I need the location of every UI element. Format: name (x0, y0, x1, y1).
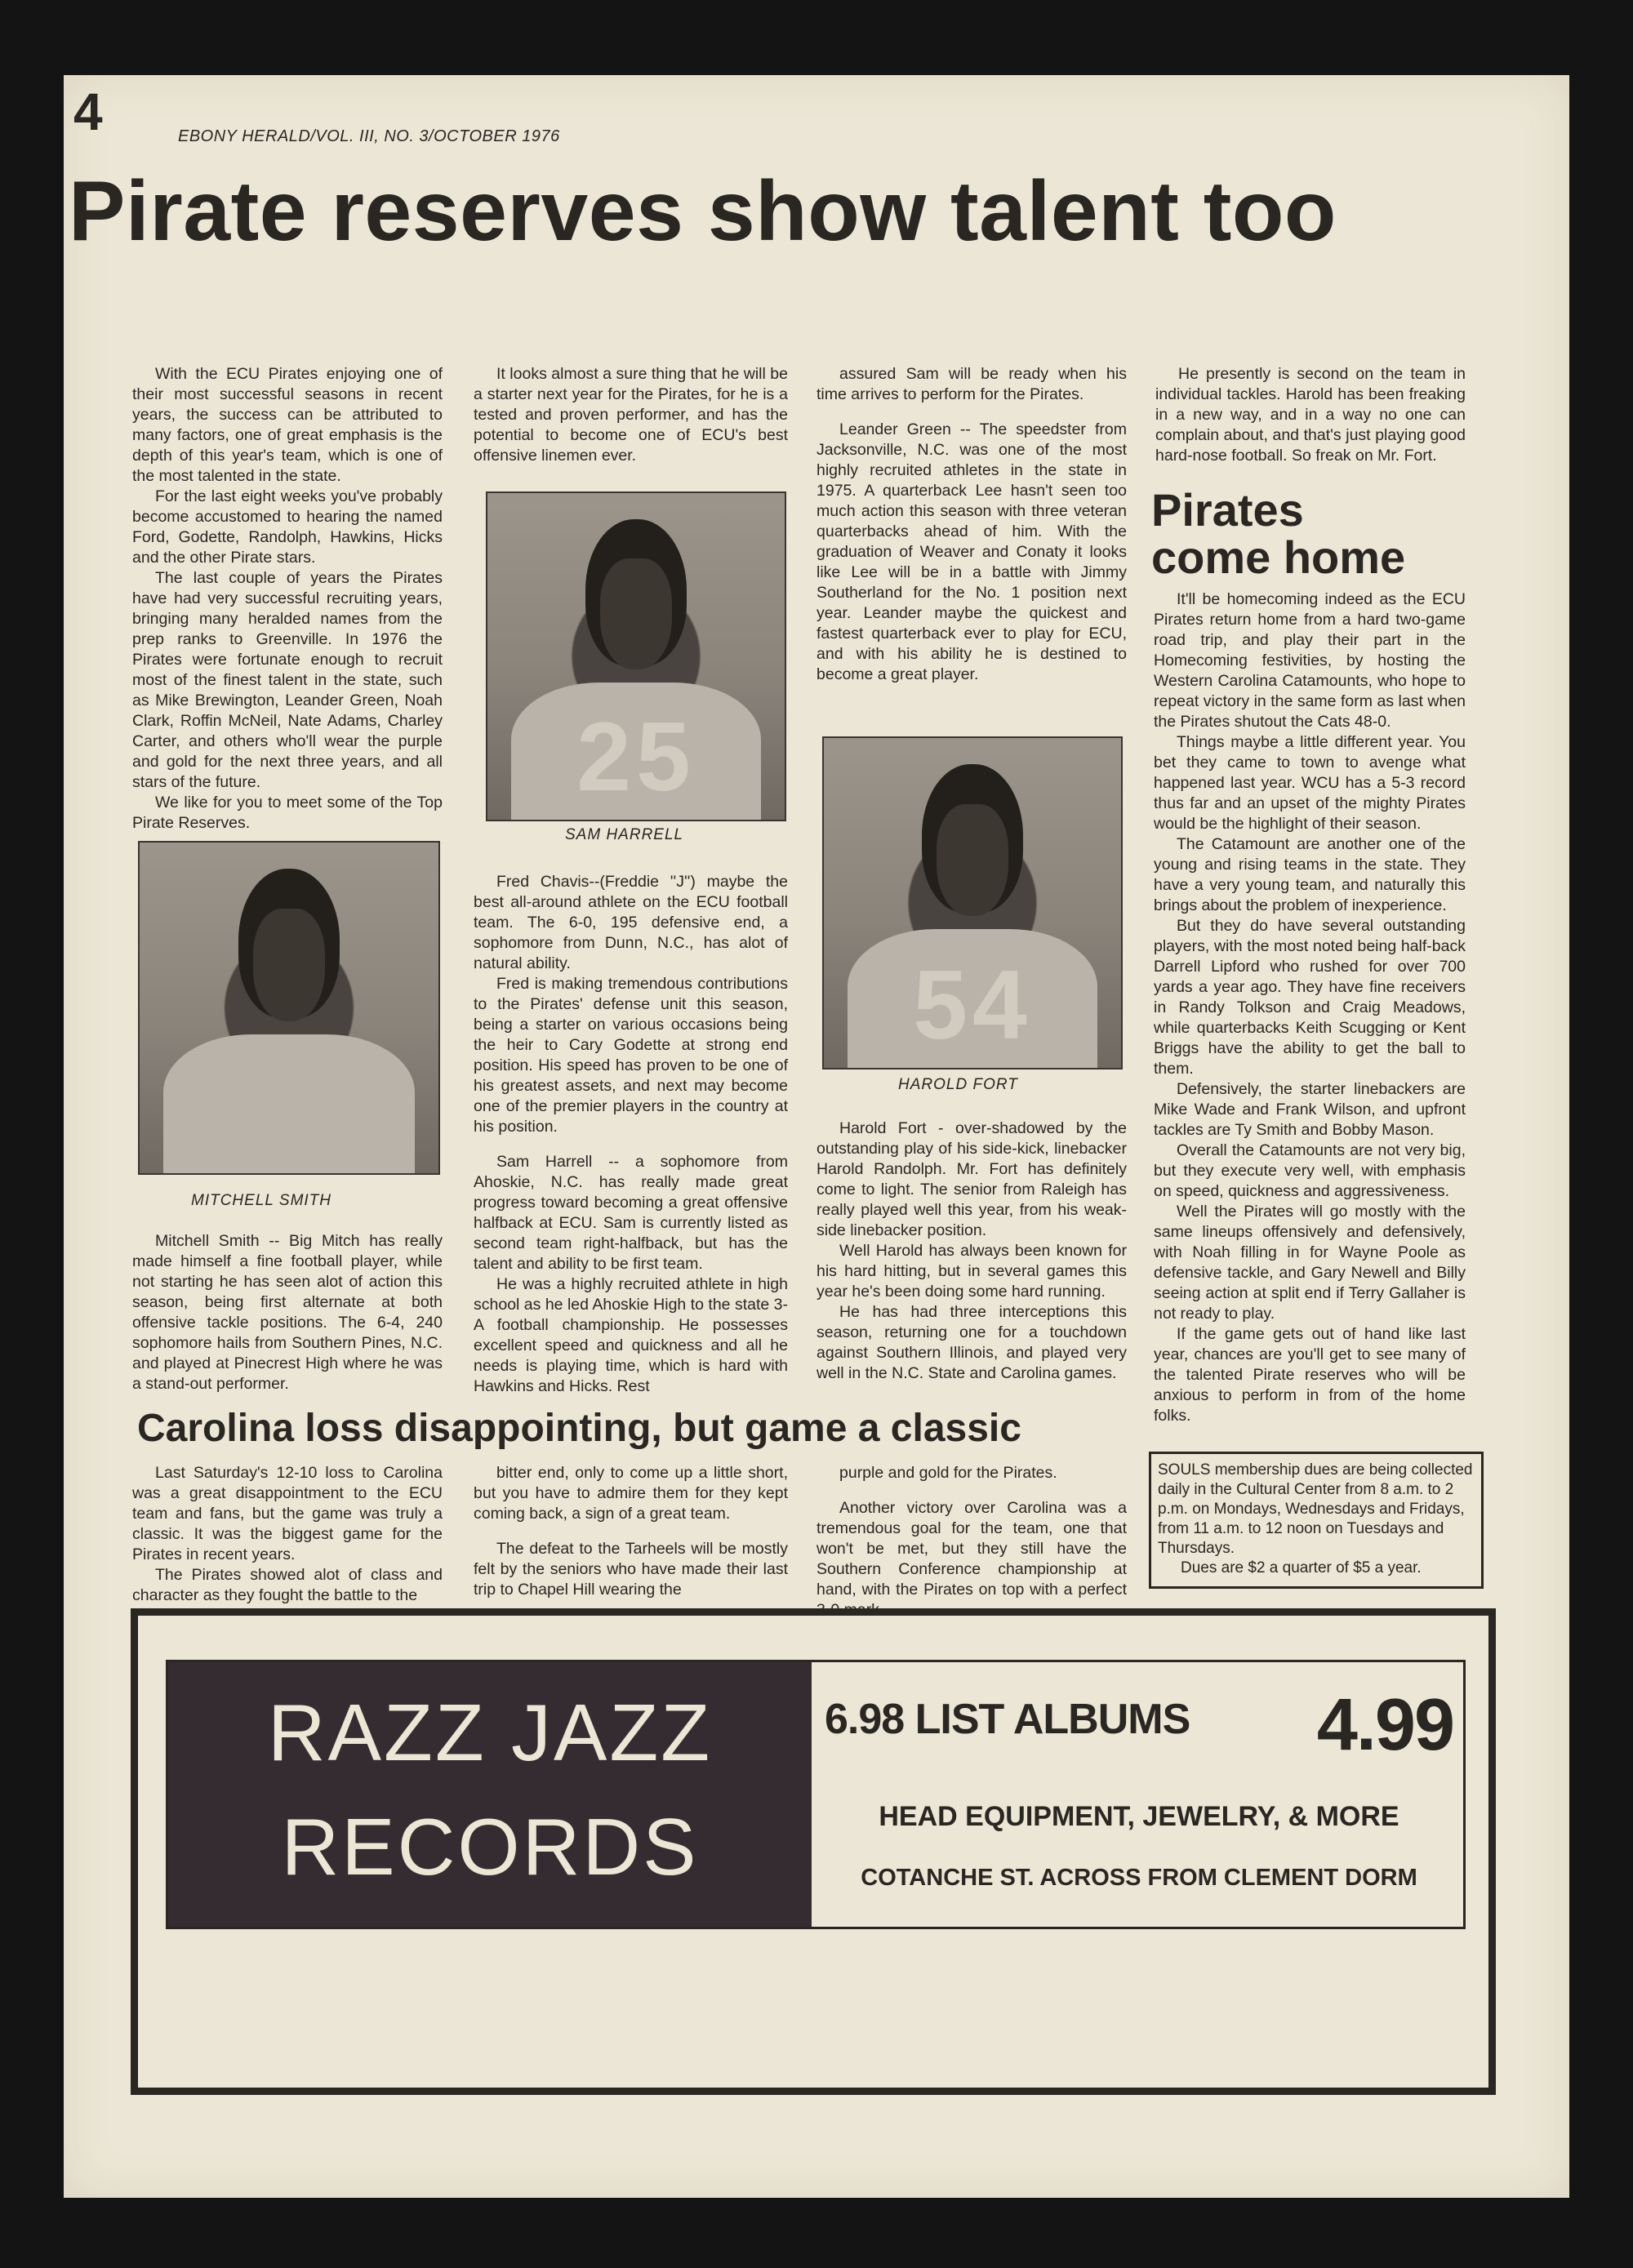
souls-notice (1149, 1452, 1484, 1589)
ad-store-name-line2: RECORDS (281, 1802, 699, 1892)
paragraph: The defeat to the Tarheels will be mostly felt by the seniors who have made their last trip to Chapel Hill wearing the (474, 1540, 788, 1599)
homecoming-article (1154, 589, 1466, 1426)
paragraph: Things maybe a little different year. You bet they came to town to avenge what happened last year. WCU has a 5-3 record thus far and an upset of the mighty Pirates would be the highlight of their season. (1154, 733, 1466, 833)
paragraph: purple and gold for the Pirates. (839, 1464, 1057, 1482)
homecoming-headline (1151, 484, 1406, 583)
article-column-1-bottom (132, 1231, 443, 1394)
paragraph: He was a highly recruited athlete in high school as he led Ahoskie High to the state 3-A football championship. He possesses excellent speed and quickness and all he needs is playing time, which is hard with Hawkins and Hicks. Rest (474, 1275, 788, 1395)
paragraph: It'll be homecoming indeed as the ECU Pirates return home from a hard two-game road trip, and play their part in the Homecoming festivities, by hosting the Western Carolina Catamounts, who hope to repeat victory in the same form as last when the Pirates shutout the Cats 48-0. (1154, 590, 1466, 731)
paragraph: Mitchell Smith -- Big Mitch has really made himself a fine football player, while not starting he has seen alot of action this season, being first alternate at both offensive tackle positions. The 6-4, 240 sophomore hails from Southern Pines, N.C. and played at Pinecrest High where he was a stand-out performer. (132, 1232, 443, 1393)
paragraph: Fred Chavis--(Freddie ''J'') maybe the best all-around athlete on the ECU football team. The 6-0, 195 defensive end, a sophomore from Dunn, N.C., has alot of natural ability. (474, 873, 788, 972)
photo-mitchell-smith (138, 841, 440, 1175)
article-column-2-top (474, 364, 788, 466)
paragraph: Defensively, the starter linebackers are Mike Wade and Frank Wilson, and upfront tackles are Ty Smith and Bobby Mason. (1154, 1080, 1466, 1139)
carolina-column-1 (132, 1463, 443, 1606)
caption-sam-harrell: SAM HARRELL (565, 826, 684, 843)
paragraph: If the game gets out of hand like last year, chances are you'll get to see many of the talented Pirate reserves who will be anxious to perform in from of the home folks. (1154, 1325, 1466, 1425)
photo-sam-harrell (486, 491, 786, 821)
paragraph: Sam Harrell -- a sophomore from Ahoskie, N.C. has really made great progress toward becoming a great offensive halfback at ECU. Sam is currently listed as second team right-halfback, but has the talent and ability to be first team. (474, 1153, 788, 1273)
paragraph: Well Harold has always been known for his hard hitting, but in several games this year he's been doing some hard running. (816, 1242, 1127, 1301)
paragraph: Last Saturday's 12-10 loss to Carolina was a great disappointment to the ECU team and fans, but the game was truly a classic. It was the biggest game for the Pirates in recent years. (132, 1464, 443, 1563)
carolina-headline: Carolina loss disappointing, but game a classic (137, 1407, 1021, 1450)
issue-line: EBONY HERALD/VOL. III, NO. 3/OCTOBER 1976 (178, 127, 560, 145)
paragraph: With the ECU Pirates enjoying one of their most successful seasons in recent years, the success can be attributed to many factors, one of great emphasis is the depth of this year's team, which is one of the most talented in the state. (132, 365, 443, 485)
caption-harold-fort: HAROLD FORT (898, 1076, 1018, 1093)
player-face (253, 909, 325, 1021)
paragraph: He presently is second on the team in individual tackles. Harold has been freaking in a new way, and in a way no one can complain about, and that's just playing good hard-nose football. So freak on Mr. Fort. (1155, 365, 1466, 465)
jersey-number: 54 (913, 949, 1032, 1060)
paragraph: Another victory over Carolina was a tremendous goal for the team, one that won't be met, but they still have the Southern Conference championship at hand, with the Pirates on top with a perfect (816, 1499, 1127, 1599)
player-face (600, 558, 671, 669)
ad-sale-price: 4.99 (1316, 1684, 1453, 1766)
ad-inner-frame (166, 1660, 1466, 1929)
ad-list-price: 6.98 LIST ALBUMS (825, 1696, 1190, 1743)
paragraph: It looks almost a sure thing that he will be a starter next year for the Pirates, for he is a tested and proven performer, and has the potential to become one of ECU's best offensive linemen ever. (474, 365, 788, 465)
ad-address: COTANCHE ST. ACROSS FROM CLEMENT DORM (861, 1865, 1417, 1891)
paragraph: The Pirates showed alot of class and character as they fought the battle to the (132, 1566, 443, 1604)
paragraph: But they do have several outstanding players, with the most noted being half-back Darrell Lipford who rushed for over 700 yards a year ago. They have fine receivers in Randy Tolkson and Craig Meadows, while quarterbacks Keith Scugging or Kent Briggs have the ability to get the ball to them. (1154, 917, 1466, 1078)
article-column-3-bottom (816, 1118, 1127, 1384)
souls-dues: Dues are $2 a quarter of $5 a year. (1181, 1559, 1422, 1576)
article-column-4-top (1155, 364, 1466, 466)
homecoming-headline-line2: come home (1151, 531, 1406, 583)
paragraph: bitter end, only to come up a little short, but you have to admire them for they kept coming back, a sign of a great team. (474, 1464, 788, 1523)
article-column-2-bottom (474, 872, 788, 1397)
main-headline: Pirate reserves show talent too (69, 164, 1337, 259)
page-number: 4 (73, 82, 103, 141)
jersey-number: 25 (576, 702, 696, 812)
souls-text: SOULS membership dues are being collected daily in the Cultural Center from 8 a.m. to 2 p.m. on Mondays, Wednesdays and Fridays, from 11 a.m. to 12 noon on Tuesdays and Thursdays. (1158, 1461, 1473, 1557)
paragraph: assured Sam will be ready when his time arrives to perform for the Pirates. (816, 365, 1127, 403)
paragraph: We like for you to meet some of the Top Pirate Reserves. (132, 794, 443, 832)
homecoming-headline-line1: Pirates (1151, 484, 1304, 536)
ad-store-name-panel (168, 1662, 812, 1927)
paragraph: For the last eight weeks you've probably become accustomed to hearing the named Ford, Godette, Randolph, Hawkins, Hicks and the other Pirate stars. (132, 487, 443, 567)
ad-tagline: HEAD EQUIPMENT, JEWELRY, & MORE (879, 1801, 1399, 1832)
ad-store-name-line1: RAZZ JAZZ (267, 1688, 713, 1777)
paragraph: Harold Fort - over-shadowed by the outstanding play of his side-kick, linebacker Harold Randolph. Mr. Fort has definitely come to light. The senior from Raleigh has really played well this year, from his weak-side linebacker position. (816, 1119, 1127, 1239)
paragraph: Fred is making tremendous contributions to the Pirates' defense unit this season, being a starter on various occasions being the heir to Cary Godette at strong end position. His speed has proven to be one of his greatest assets, and next may become one of the premier players in the country at his position. (474, 975, 788, 1136)
player-body (163, 1034, 414, 1175)
paragraph: He has had three interceptions this season, returning one for a touchdown against Southern Illinois, and played very well in the N.C. State and Carolina games. (816, 1303, 1127, 1382)
caption-mitchell-smith: MITCHELL SMITH (191, 1192, 332, 1209)
ad-details-panel (815, 1662, 1463, 1927)
article-column-1 (132, 364, 443, 834)
paragraph: Well the Pirates will go mostly with the same lineups offensively and defensively, with Noah filling in for Wayne Poole as defensive tackle, and Gary Newell and Billy seeing action at split end if Terry Gallaher is not ready to play. (1154, 1203, 1466, 1323)
player-face (937, 804, 1008, 916)
paragraph: The Catamount are another one of the young and rising teams in the state. They have a very young team, and naturally this brings about the problem of inexperience. (1154, 835, 1466, 914)
photo-harold-fort (822, 736, 1123, 1070)
paragraph: Leander Green -- The speedster from Jacksonville, N.C. was one of the most highly recruited athletes in the state in 1975. A quarterback Lee hasn't seen too much action this season with three veteran quarterbacks ahead of him. With the graduation of Weaver and Conaty it looks like Lee will be in a battle with Jimmy Southerland for the No. 1 position next year. Leander maybe the quickest and fastest quarterback ever to play for ECU, and with his ability he is destined to become a great player. (816, 420, 1127, 683)
carolina-column-2 (474, 1463, 788, 1600)
carolina-column-3 (816, 1463, 1127, 1621)
razz-jazz-advertisement (131, 1608, 1496, 2095)
paragraph: The last couple of years the Pirates have had very successful recruiting years, bringing many heralded names from the prep ranks to Greenville. In 1976 the Pirates were fortunate enough to recruit most of the finest talent in the state, such as Mike Brewington, Leander Green, Noah Clark, Roffin McNeil, Nate Adams, Charley Carter, and others who'll wear the purple and gold for the next three years, and all stars of the future. (132, 569, 443, 791)
paragraph: Overall the Catamounts are not very big, but they execute very well, with emphasis on speed, quickness and aggressiveness. (1154, 1141, 1466, 1200)
article-column-3-top (816, 364, 1127, 685)
